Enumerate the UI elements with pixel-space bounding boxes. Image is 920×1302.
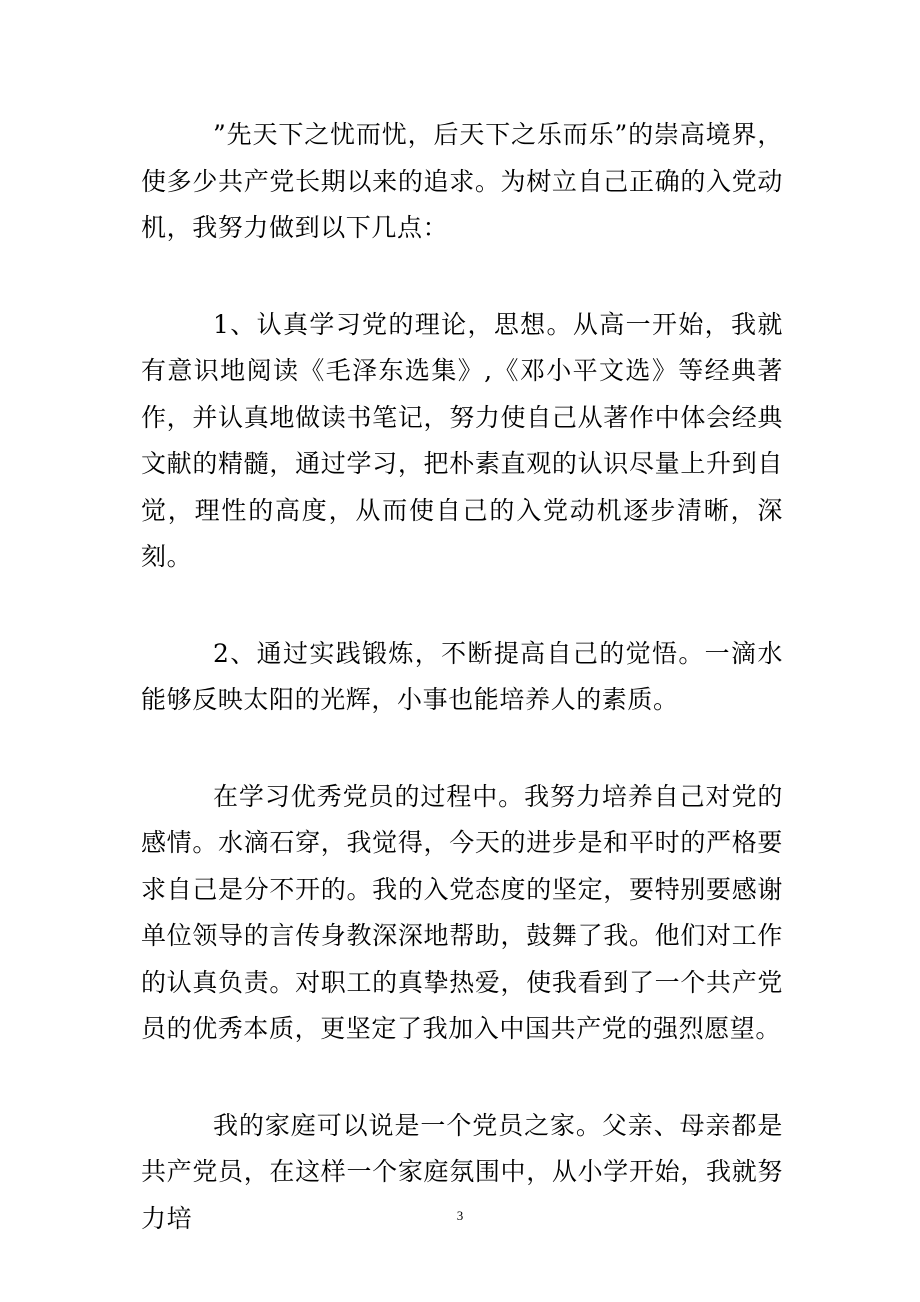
paragraph-2: 1、认真学习党的理论，思想。从高一开始，我就有意识地阅读《毛泽东选集》,《邓小平文选》等经典著作，并认真地做读书笔记，努力使自己从著作中体会经典文献的精髓，通过学习，把朴素直观的认识尽量上升到自觉，理性的高度，从而使自己的入党动机逐步清晰，深刻。 (141, 309, 783, 571)
document-body (141, 112, 783, 1242)
paragraph-1: ”先天下之忧而忧，后天下之乐而乐”的崇高境界，使多少共产党长期以来的追求。为树立自己正确的入党动机，我努力做到以下几点： (141, 120, 783, 242)
paragraph-spacer (141, 252, 783, 302)
paragraph-3: 2、通过实践锻炼，不断提高自己的觉悟。一滴水能够反映太阳的光辉，小事也能培养人的素质。 (141, 638, 783, 714)
paragraph-spacer (141, 724, 783, 774)
paragraph-spacer (141, 581, 783, 631)
paragraph-spacer (141, 1053, 783, 1103)
paragraph-4: 在学习优秀党员的过程中。我努力培养自己对党的感情。水滴石穿，我觉得，今天的进步是和平时的严格要求自己是分不开的。我的入党态度的坚定，要特别要感谢单位领导的言传身教深深地帮助，鼓舞了我。他们对工作的认真负责。对职工的真挚热爱，使我看到了一个共产党员的优秀本质，更坚定了我加入中国共产党的强烈愿望。 (141, 781, 783, 1043)
page-number: 3 (456, 1208, 464, 1223)
paragraph-5: 我的家庭可以说是一个党员之家。父亲、母亲都是共产党员，在这样一个家庭氛围中，从小学开始，我就努力培 (141, 1110, 783, 1233)
